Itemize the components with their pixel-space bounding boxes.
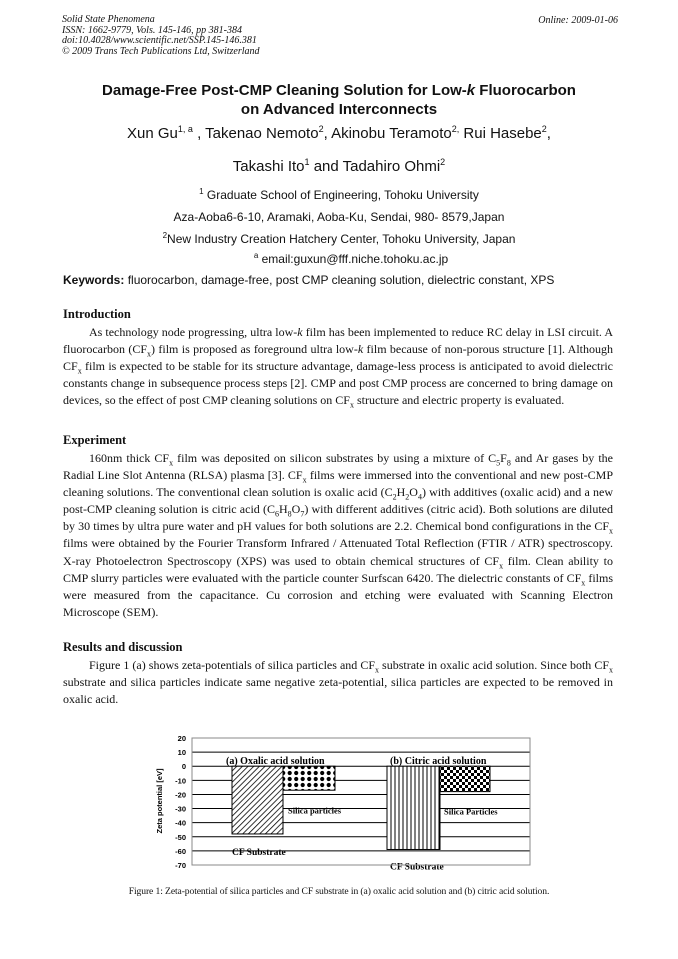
y-tick-label: -60 xyxy=(175,846,186,856)
introduction-paragraph: As technology node progressing, ultra low-k film has been implemented to reduce RC delay in LSI circuit. A fluorocarbon $(CF_x)$ film is proposed as foreground ultra low-k film because of non-porous structure [1]. Although $CF_x$ film is expected to be stable for its structure advantage, damage-less process is anticipated to avoid dielectric constants change in subsequence process steps [2]. CMP and post CMP process are concerned to bring damage on devices, so the effect of post CMP cleaning solutions on $CF_x$ structure and electric property is evaluated. xyxy=(63,325,613,410)
y-tick-label: -40 xyxy=(175,818,186,828)
affiliation-1-address: Aza-Aoba6-6-10, Aramaki, Aoba-Ku, Sendai, 980- 8579,Japan xyxy=(173,210,505,224)
affiliation-2: $^2$New Industry Creation Hatchery Center, Tohoku University, Japan xyxy=(162,231,516,246)
online-date: Online: 2009-01-06 xyxy=(538,15,618,26)
title-line-2: on Advanced Interconnects xyxy=(240,101,438,118)
bar xyxy=(232,766,283,834)
y-tick-label: -70 xyxy=(175,861,186,870)
copyright: © 2009 Trans Tech Publications Ltd, Switzerland xyxy=(62,45,260,57)
bar xyxy=(440,766,490,791)
issn: ISSN: 1662-9779, Vols. 145-146, pp 381-384 xyxy=(62,24,242,36)
y-tick-label: -10 xyxy=(175,776,186,786)
journal-name: Solid State Phenomena xyxy=(62,14,155,25)
bar xyxy=(387,766,440,849)
y-tick-label: -20 xyxy=(175,790,186,800)
heading-introduction: Introduction xyxy=(63,307,131,321)
zeta-potential-chart xyxy=(150,728,540,873)
y-axis-label: Zeta potential [eV] xyxy=(155,768,164,834)
title-line-1: Damage-Free Post-CMP Cleaning Solution for Low-k Fluorocarbon xyxy=(102,82,576,99)
affiliation-1: $^1$ Graduate School of Engineering, Tohoku University xyxy=(199,187,479,202)
bar-label-cf: CF Substrate xyxy=(390,862,444,873)
y-tick-label: -30 xyxy=(175,804,186,814)
experiment-paragraph: 160nm thick $CF_x$ film was deposited on silicon substrates by using a mixture of $C_5F_8$ and Ar gases by the Radial Line Slot Antenna (RLSA) plasma [3]. $CF_x$ films were immersed into the conventional and new post-CMP cleaning solutions. The conventional clean solution is oxalic acid $(C_2H_2O_4)$ with additives (oxalic acid) and a new post-CMP cleaning solution is citric acid $(C_6H_8O_7)$ with different additives (citric acid). Both solutions are diluted by 30 times by ultra pure water and pH values for both solutions are 2.2. Chemical bond configurations in the $CF_x$ films were obtained by the Fourier Transform Infrared / Attenuated Total Reflection (FTIR / ATR) spectroscopy. X-ray Photoelectron Spectroscopy (XPS) was used to obtain chemical structures of $CF_x$ film. Clean ability to CMP slurry particles were evaluated with the particle counter Surfscan 6420. The dielectric constants of $CF_x$ films were measured from the capacitance. Cu corrosion and etching were evaluated with Scanning Electron Microscope (SEM). xyxy=(63,451,614,619)
figure-caption: Figure 1: Zeta-potential of silica particles and CF substrate in (a) oxalic acid solution and (b) citric acid solution. xyxy=(128,886,550,897)
doi: doi:10.4028/www.scientific.net/SSP.145-146.381 xyxy=(62,35,257,46)
bar-label-cf: CF Substrate xyxy=(232,848,286,859)
heading-results: Results and discussion xyxy=(63,640,183,654)
y-axis-ticks xyxy=(175,734,186,870)
bar-label-silica: Silica Particles xyxy=(444,806,498,817)
group-label: (a) Oxalic acid solution xyxy=(226,756,325,768)
y-tick-label: 10 xyxy=(177,748,186,758)
y-tick-label: 0 xyxy=(181,762,186,772)
journal-header xyxy=(62,15,260,57)
group-label: (b) Citric acid solution xyxy=(390,756,487,768)
results-paragraph: Figure 1 (a) shows zeta-potentials of silica particles and $CF_x$ substrate in oxalic acid solution. Since both $CF_x$ substrate and silica particles indicate same negative zeta-potential, silica particles are expected to be removed in oxalic acid. xyxy=(63,658,614,707)
paper-title xyxy=(0,81,678,119)
keywords: Keywords: fluorocarbon, damage-free, post CMP cleaning solution, dielectric constant, XPS xyxy=(63,273,555,287)
authors-line-1: Xun Gu$^{1, a}$ , Takenao Nemoto$^2$, Akinobu Teramoto$^{2,}$ Rui Hasebe$^2$, xyxy=(127,124,551,142)
y-tick-label: 20 xyxy=(177,734,186,743)
bar-label-silica: Silica particles xyxy=(288,805,342,816)
y-tick-label: -50 xyxy=(175,832,186,842)
bar xyxy=(283,766,335,790)
authors-line-2: Takashi Ito$^1$ and Tadahiro Ohmi$^2$ xyxy=(232,157,446,175)
email: $^a$ email:guxun@fff.niche.tohoku.ac.jp xyxy=(253,251,449,266)
heading-experiment: Experiment xyxy=(63,433,127,447)
